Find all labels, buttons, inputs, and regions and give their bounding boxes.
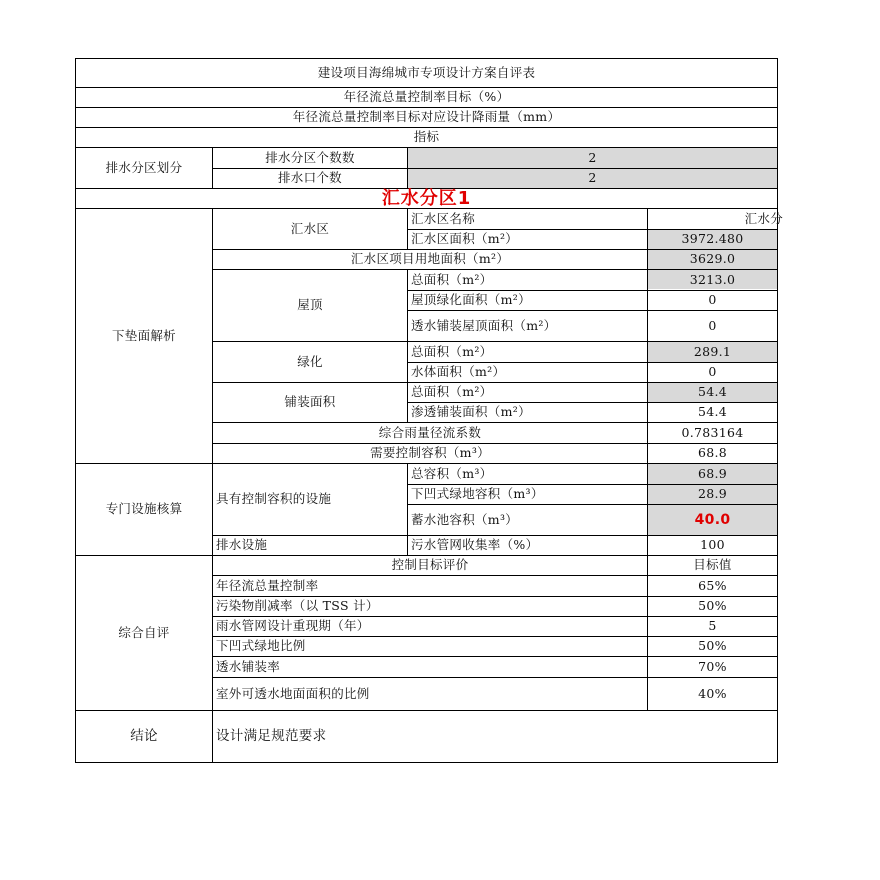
catchment-area-label: 汇水区面积（m²）: [411, 231, 519, 247]
outlet-count-label: 排水口个数: [277, 170, 342, 186]
target-value-header: 目标值: [693, 557, 732, 573]
runoff-coef-value: 0.783164: [681, 424, 744, 440]
roof-green-value: 0: [708, 292, 717, 308]
sewage-rate-value: 100: [700, 537, 725, 553]
underlying-section-label: 下垫面解析: [111, 327, 176, 343]
eval-row-value: 40%: [698, 685, 727, 701]
paving-label: 铺装面积: [284, 394, 336, 410]
paving-total-label: 总面积（m²）: [411, 384, 493, 400]
facilities-section-label: 专门设施核算: [105, 501, 183, 517]
perm-paving-value: 54.4: [697, 404, 728, 420]
eval-row-label: 年径流总量控制率: [216, 577, 319, 593]
land-area-value: 3629.0: [689, 251, 736, 267]
evaluation-section-label: 综合自评: [118, 624, 170, 640]
tank-volume-label: 蓄水池容积（m³）: [411, 511, 519, 527]
total-volume-label: 总容积（m³）: [411, 465, 493, 481]
sewage-rate-label: 污水管网收集率（%）: [411, 537, 539, 553]
paving-total-value: 54.4: [697, 384, 728, 400]
eval-row-value: 70%: [698, 658, 727, 674]
annual-runoff-target: 年径流总量控制率目标（%）: [343, 89, 510, 105]
eval-row-value: 5: [708, 618, 717, 634]
catchment-name-text: 汇水分: [744, 210, 783, 226]
evaluation-header: 控制目标评价: [391, 557, 469, 573]
roof-green-label: 屋顶绿化面积（m²）: [411, 292, 531, 308]
zone-count-value: 2: [588, 149, 597, 165]
eval-row-value: 65%: [698, 577, 727, 593]
outlet-count-value: 2: [588, 170, 597, 186]
zone-count-label: 排水分区个数数: [265, 149, 355, 165]
catchment-area-value: 3972.480: [681, 231, 744, 247]
eval-row-value: 50%: [698, 638, 727, 654]
runoff-coef-label: 综合雨量径流系数: [378, 424, 482, 440]
green-total-value: 289.1: [693, 343, 732, 359]
drain-facility-label: 排水设施: [216, 537, 268, 553]
conclusion-text: 设计满足规范要求: [216, 727, 327, 744]
control-volume-label: 具有控制容积的设施: [216, 491, 332, 507]
catchment-title: 汇水分区1: [381, 187, 472, 209]
drainage-section-label: 排水分区划分: [105, 159, 183, 175]
eval-row-label: 下凹式绿地比例: [216, 638, 306, 654]
perm-paving-label: 渗透铺装面积（m²）: [411, 404, 531, 420]
required-volume-value: 68.8: [697, 445, 728, 461]
conclusion-label: 结论: [130, 727, 158, 744]
total-volume-value: 68.9: [697, 465, 728, 481]
eval-row-label: 雨水管网设计重现期（年）: [216, 618, 370, 634]
water-area-label: 水体面积（m²）: [411, 364, 506, 380]
roof-permeable-label: 透水铺装屋顶面积（m²）: [411, 317, 557, 333]
eval-row-label: 室外可透水地面面积的比例: [216, 685, 370, 701]
eval-row-label: 透水铺装率: [216, 658, 281, 674]
catchment-name-label: 汇水区名称: [411, 210, 476, 226]
green-label: 绿化: [297, 353, 323, 369]
sunken-green-label: 下凹式绿地容积（m³）: [411, 486, 544, 502]
eval-row-value: 50%: [698, 598, 727, 614]
sunken-green-value: 28.9: [697, 486, 728, 502]
catchment-name-value: [648, 209, 783, 229]
required-volume-label: 需要控制容积（m³）: [370, 445, 490, 461]
indicator-header: 指标: [413, 129, 440, 145]
water-area-value: 0: [708, 364, 717, 380]
roof-label: 屋顶: [297, 297, 323, 313]
sheet-title: 建设项目海绵城市专项设计方案自评表: [317, 64, 536, 80]
eval-row-label: 污染物削减率（以 TSS 计）: [216, 598, 379, 614]
roof-total-value: 3213.0: [689, 271, 736, 287]
tank-volume-value: 40.0: [694, 512, 731, 528]
roof-permeable-value: 0: [708, 317, 717, 333]
land-area-label: 汇水区项目用地面积（m²）: [350, 251, 510, 267]
green-total-label: 总面积（m²）: [411, 343, 493, 359]
roof-total-label: 总面积（m²）: [411, 271, 493, 287]
catchment-label: 汇水区: [290, 220, 330, 236]
design-rainfall: 年径流总量控制率目标对应设计降雨量（mm）: [292, 109, 561, 125]
